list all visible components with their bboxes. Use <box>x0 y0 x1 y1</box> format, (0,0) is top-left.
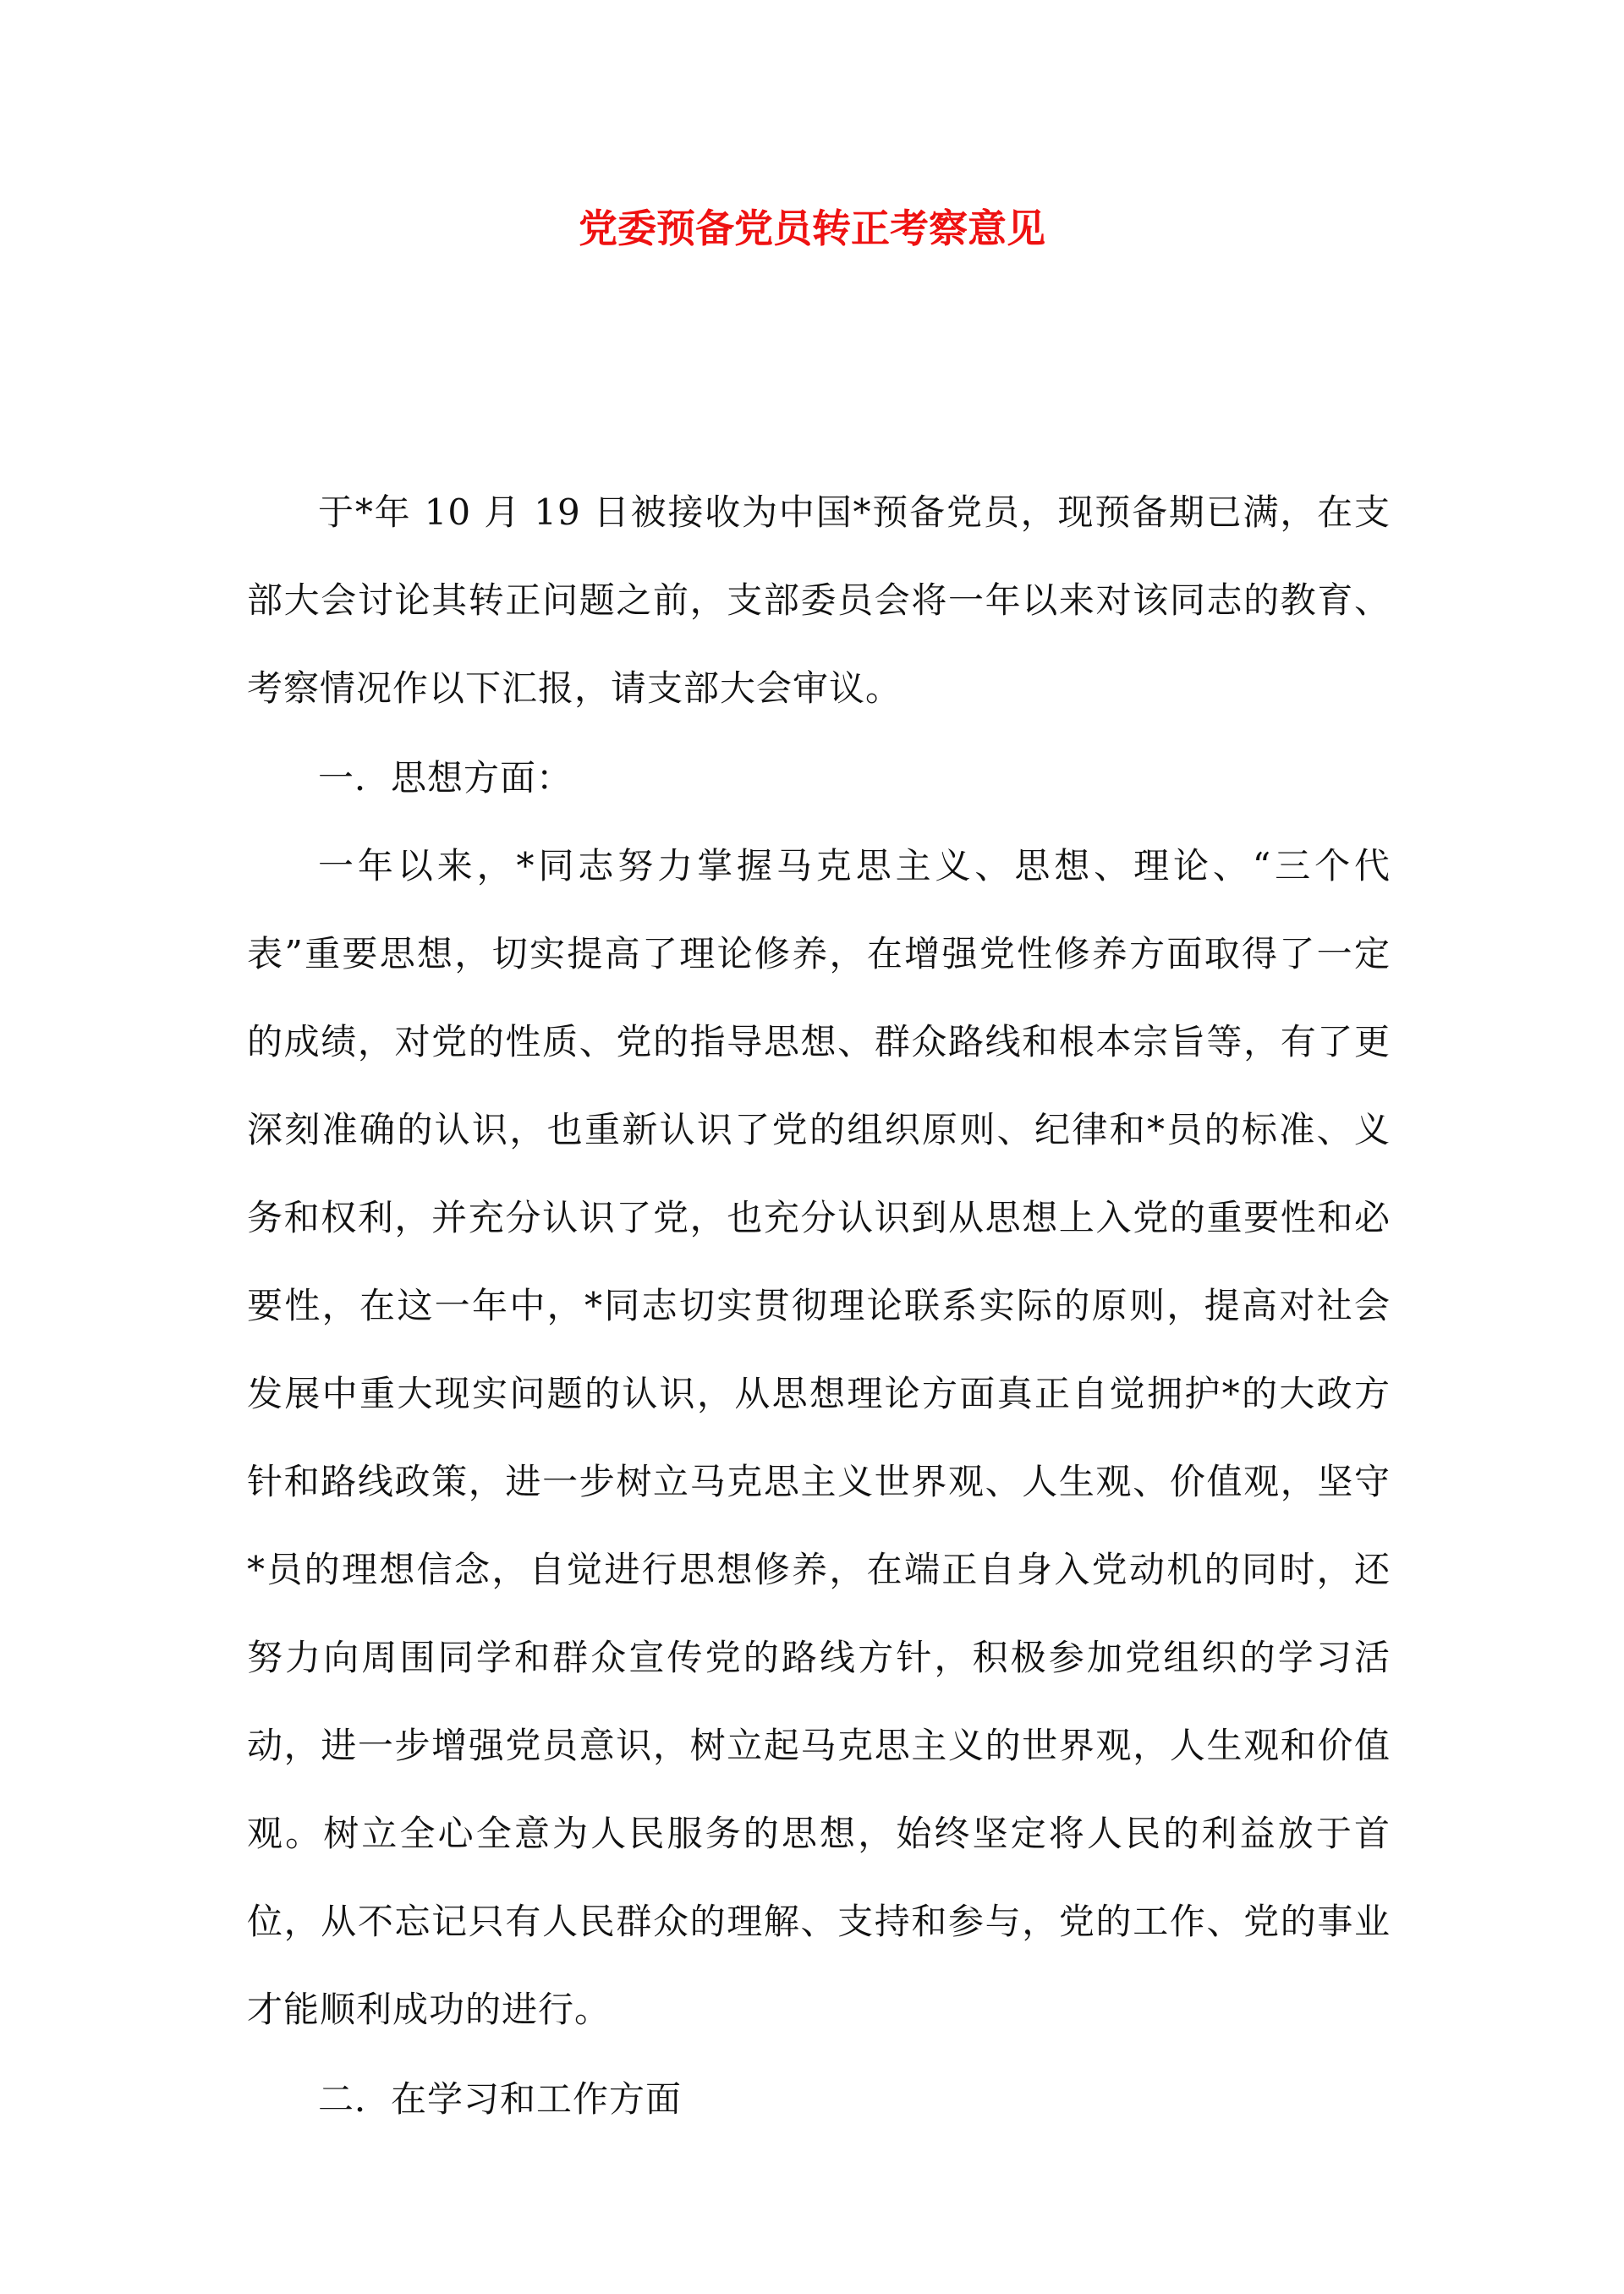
section-heading-thought: 一．思想方面： <box>318 757 573 799</box>
thought-paragraph: 一年以来，*同志努力掌握马克思主义、思想、理论、“三个代表”重要思想，切实提高了理论修养，在增强党性修养方面取得了一定的成绩，对党的性质、党的指导思想、群众路线和根本宗旨等，有了更深刻准确的认识，也重新认识了党的组织原则、纪律和*员的标准、义务和权利，并充分认识了党，也充分认识到从思想上入党的重要性和必要性，在这一年中，*同志切实贯彻理论联系实际的原则，提高对社会发展中重大现实问题的认识，从思想理论方面真正自觉拥护*的大政方针和路线政策，进一步树立马克思主义世界观、人生观、价值观，坚守*员的理想信念，自觉进行思想修养，在端正自身入党动机的同时，还努力向周围同学和群众宣传党的路线方针，积极参加党组织的学习活动，进一步增强党员意识，树立起马克思主义的世界观，人生观和价值观。树立全心全意为人民服务的思想，始终坚定将人民的利益放于首位，从不忘记只有人民群众的理解、支持和参与，党的工作、党的事业才能顺利成功的进行。 <box>247 845 1391 2030</box>
section-heading-study-work: 二．在学习和工作方面 <box>318 2078 683 2120</box>
intro-paragraph: 于*年 10 月 19 日被接收为中国*预备党员，现预备期已满，在支部大会讨论其转正问题之前，支部委员会将一年以来对该同志的教育、考察情况作以下汇报，请支部大会审议。 <box>247 491 1391 709</box>
document-body <box>247 469 1391 2143</box>
document-title: 党委预备党员转正考察意见 <box>579 206 1045 251</box>
